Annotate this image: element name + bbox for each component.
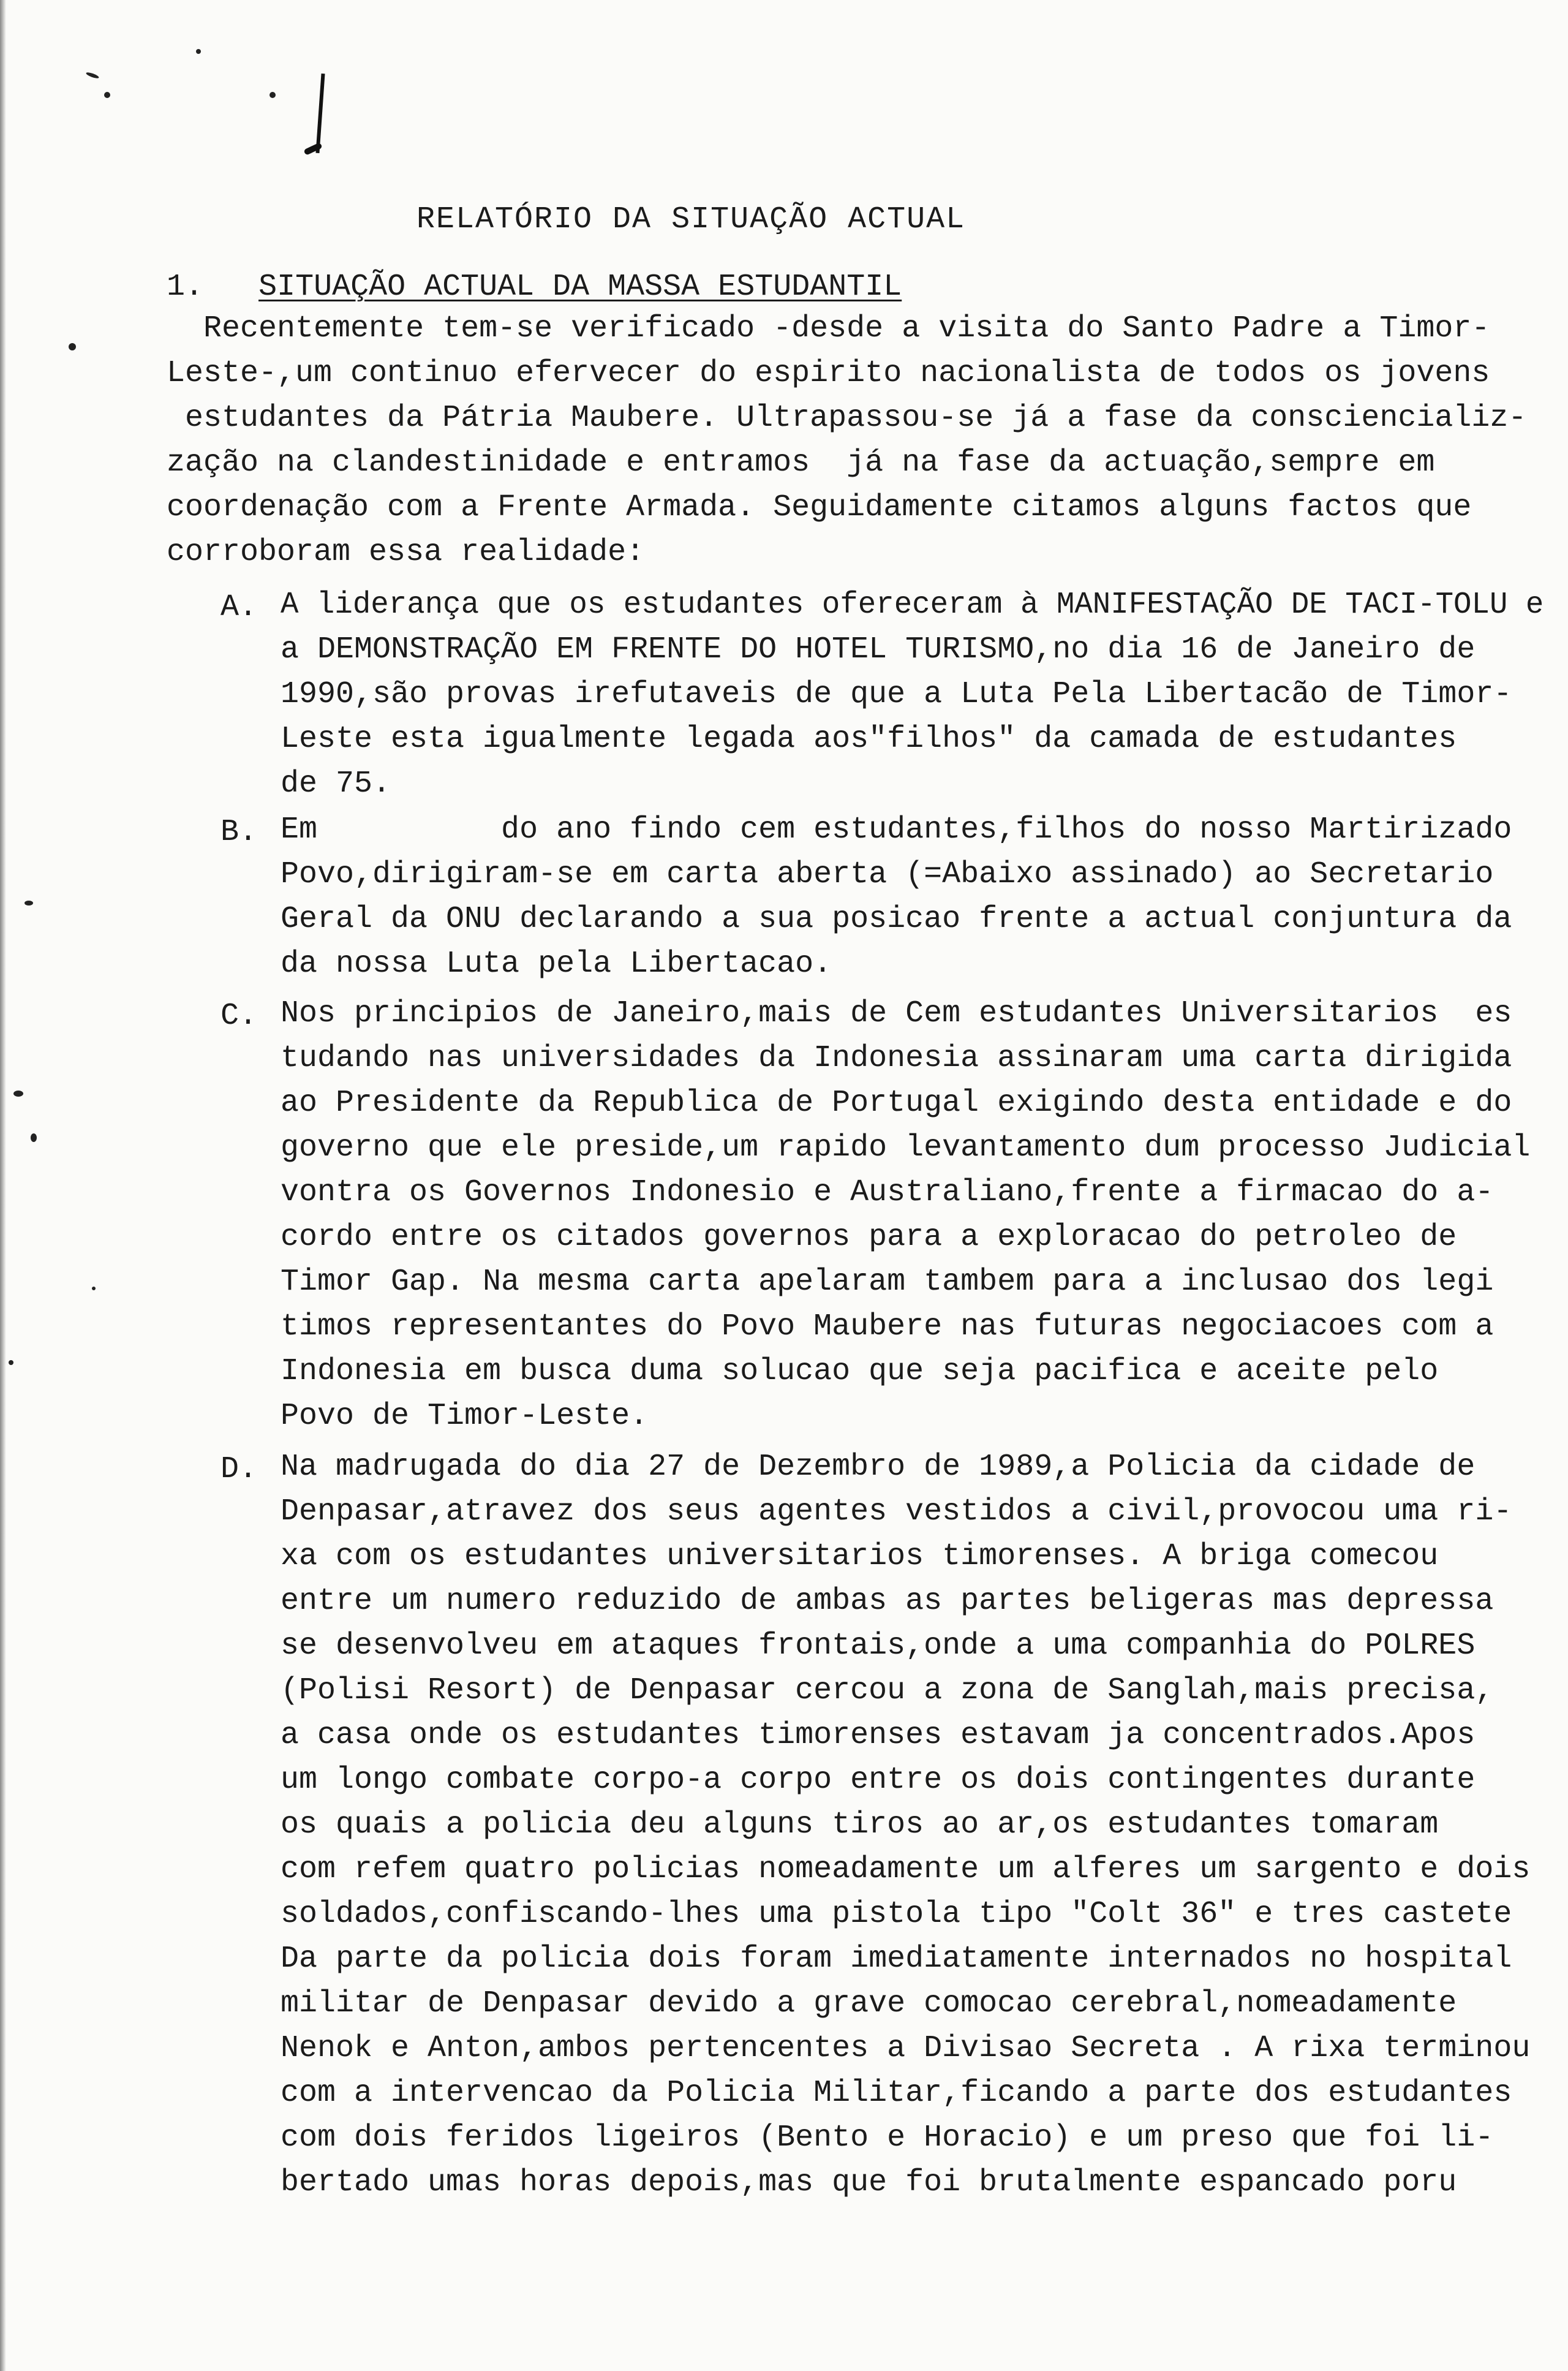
item-line: Povo de Timor-Leste. (281, 1399, 649, 1434)
item-letter: D. (221, 1452, 258, 1487)
scan-speck (270, 92, 276, 98)
scan-speck (31, 1133, 37, 1142)
item-line: a casa onde os estudantes timorenses estavam ja concentrados.Apos (281, 1718, 1476, 1753)
item-line: Denpasar,atravez dos seus agentes vestidos a civil,provocou uma ri- (281, 1494, 1512, 1529)
item-line: cordo entre os citados governos para a exploracao do petroleo de (281, 1220, 1457, 1255)
item-line: militar de Denpasar devido a grave comocao cerebral,nomeadamente (281, 1986, 1457, 2021)
item-line: um longo combate corpo-a corpo entre os dois contingentes durante (281, 1763, 1476, 1798)
item-letter: B. (221, 815, 258, 850)
scan-speck (9, 1360, 13, 1365)
section-heading (167, 270, 902, 304)
section-number: 1. (167, 270, 204, 304)
intro-line: zação na clandestinidade e entramos já na fase da actuação,sempre em (167, 445, 1435, 480)
intro-line: Recentemente tem-se verificado -desde a visita do Santo Padre a Timor- (167, 311, 1490, 346)
item-line: Povo,dirigiram-se em carta aberta (=Abaixo assinado) ao Secretario (281, 857, 1494, 892)
scan-speck (13, 1091, 23, 1097)
item-line: Leste esta igualmente legada aos"filhos" da camada de estudantes (281, 722, 1457, 757)
item-line: a DEMONSTRAÇÃO EM FRENTE DO HOTEL TURISMO,no dia 16 de Janeiro de (281, 632, 1476, 667)
intro-line: coordenação com a Frente Armada. Seguidamente citamos alguns factos que (167, 490, 1472, 525)
scan-speck (196, 49, 201, 54)
item-line: da nossa Luta pela Libertacao. (281, 947, 832, 981)
item-line: Geral da ONU declarando a sua posicao frente a actual conjuntura da (281, 902, 1512, 937)
intro-line: corroboram essa realidade: (167, 535, 645, 570)
scan-speck (92, 1287, 96, 1290)
item-line: A liderança que os estudantes ofereceram à MANIFESTAÇÃO DE TACI-TOLU e (281, 588, 1544, 622)
section-title: SITUAÇÃO ACTUAL DA MASSA ESTUDANTIL (258, 270, 902, 304)
item-line: bertado umas horas depois,mas que foi brutalmente espancado poru (281, 2165, 1457, 2200)
item-line: Em do ano findo cem estudantes,filhos do nosso Martirizado (281, 812, 1512, 847)
item-line: entre um numero reduzido de ambas as partes beligeras mas depressa (281, 1584, 1494, 1619)
item-line: governo que ele preside,um rapido levantamento dum processo Judicial (281, 1130, 1531, 1165)
item-line: com refem quatro policias nomeadamente um alferes um sargento e dois (281, 1852, 1531, 1887)
handwritten-mark (315, 74, 325, 153)
item-line: timos representantes do Povo Maubere nas futuras negociacoes com a (281, 1309, 1494, 1344)
item-line: ao Presidente da Republica de Portugal exigindo desta entidade e do (281, 1086, 1512, 1121)
intro-line: estudantes da Pátria Maubere. Ultrapassou-se já a fase da consciencializ- (167, 401, 1527, 436)
item-letter: A. (221, 590, 258, 625)
item-line: xa com os estudantes universitarios timorenses. A briga comecou (281, 1539, 1439, 1574)
item-letter: C. (221, 999, 258, 1034)
item-line: os quais a policia deu alguns tiros ao ar,os estudantes tomaram (281, 1807, 1439, 1842)
intro-line: Leste-,um continuo efervecer do espirito nacionalista de todos os jovens (167, 356, 1490, 391)
item-line: se desenvolveu em ataques frontais,onde a uma companhia do POLRES (281, 1628, 1476, 1663)
item-line: Da parte da policia dois foram imediatamente internados no hospital (281, 1942, 1512, 1976)
scan-speck (24, 901, 33, 906)
scan-binding-edge (0, 0, 6, 2371)
item-line: com dois feridos ligeiros (Bento e Horacio) e um preso que foi li- (281, 2120, 1494, 2155)
scan-speck (69, 343, 76, 350)
item-line: Na madrugada do dia 27 de Dezembro de 1989,a Policia da cidade de (281, 1450, 1476, 1484)
item-line: 1990,são provas irefutaveis de que a Luta Pela Libertacão de Timor- (281, 677, 1512, 712)
item-line: tudando nas universidades da Indonesia assinaram uma carta dirigida (281, 1041, 1512, 1076)
item-line: de 75. (281, 766, 391, 801)
item-line: soldados,confiscando-lhes uma pistola tipo "Colt 36" e tres castete (281, 1897, 1512, 1932)
item-line: Nos principios de Janeiro,mais de Cem estudantes Universitarios es (281, 996, 1512, 1031)
item-line: com a intervencao da Policia Militar,ficando a parte dos estudantes (281, 2076, 1512, 2111)
scan-speck (86, 71, 100, 79)
scan-speck (104, 92, 110, 98)
item-line: Indonesia em busca duma solucao que seja pacifica e aceite pelo (281, 1354, 1439, 1389)
page-title: RELATÓRIO DA SITUAÇÃO ACTUAL (417, 202, 966, 237)
item-line: (Polisi Resort) de Denpasar cercou a zona de Sanglah,mais precisa, (281, 1673, 1494, 1708)
item-line: Timor Gap. Na mesma carta apelaram tambem para a inclusao dos legi (281, 1265, 1494, 1299)
item-line: Nenok e Anton,ambos pertencentes a Divisao Secreta . A rixa terminou (281, 2031, 1531, 2066)
item-line: vontra os Governos Indonesio e Australiano,frente a firmacao do a- (281, 1175, 1494, 1210)
handwritten-mark (303, 142, 322, 156)
